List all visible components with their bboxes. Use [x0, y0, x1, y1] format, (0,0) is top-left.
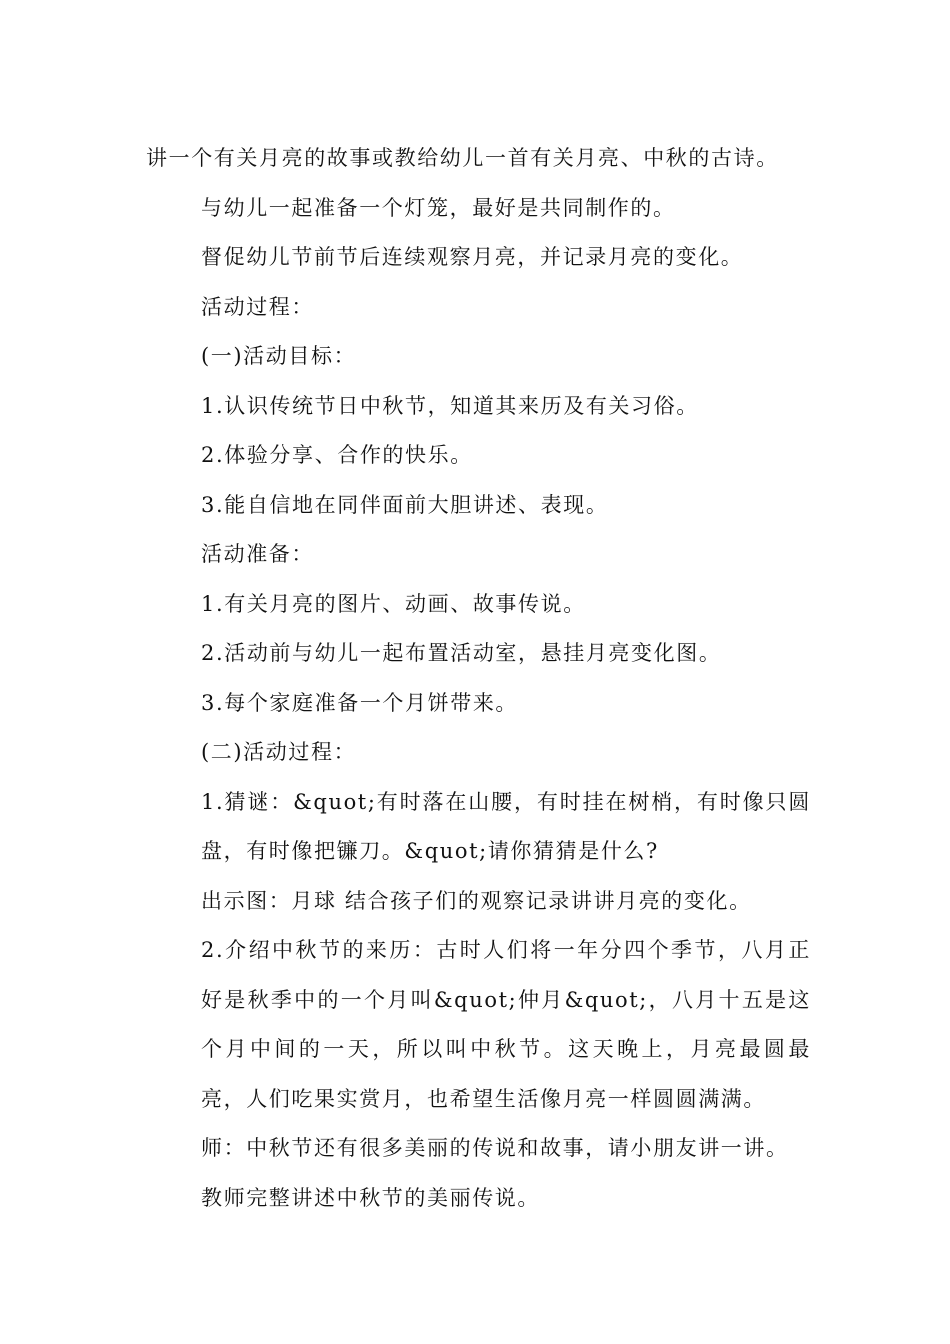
list-item: 2.介绍中秋节的来历：古时人们将一年分四个季节，八月正好是秋季中的一个月叫&quot;仲月&quot;，八月十五是这个月中间的一天，所以叫中秋节。这天晚上，月亮最圆最亮，人们吃果实赏月，也希望生活像月亮一样圆圆满满。 [201, 938, 811, 1111]
section-heading: 活动准备： [201, 542, 314, 566]
paragraph: 教师完整讲述中秋节的美丽传说。 [201, 1185, 540, 1210]
list-item: 1.认识传统节日中秋节，知道其来历及有关习俗。 [201, 393, 699, 418]
section-heading: (一)活动目标： [201, 344, 357, 368]
section-heading: (二)活动过程： [201, 740, 357, 764]
list-item: 2.体验分享、合作的快乐。 [201, 443, 473, 467]
paragraph: 与幼儿一起准备一个灯笼，最好是共同制作的。 [201, 195, 676, 220]
list-item: 3.能自信地在同伴面前大胆讲述、表现。 [201, 492, 609, 517]
paragraph: 督促幼儿节前节后连续观察月亮，并记录月亮的变化。 [201, 245, 744, 269]
paragraph: 出示图：月球 结合孩子们的观察记录讲讲月亮的变化。 [201, 888, 752, 913]
list-item: 1.猜谜：&quot;有时落在山腰，有时挂在树梢，有时像只圆盘，有时像把镰刀。&quot;请你猜猜是什么? [201, 789, 811, 863]
list-item: 3.每个家庭准备一个月饼带来。 [201, 690, 519, 715]
list-item: 1.有关月亮的图片、动画、故事传说。 [201, 591, 586, 616]
paragraph: 师：中秋节还有很多美丽的传说和故事，请小朋友讲一讲。 [201, 1136, 789, 1160]
document-body [146, 134, 811, 1223]
paragraph: 讲一个有关月亮的故事或教给幼儿一首有关月亮、中秋的古诗。 [146, 146, 779, 170]
list-item: 2.活动前与幼儿一起布置活动室，悬挂月亮变化图。 [201, 641, 722, 665]
section-heading: 活动过程： [201, 294, 314, 319]
